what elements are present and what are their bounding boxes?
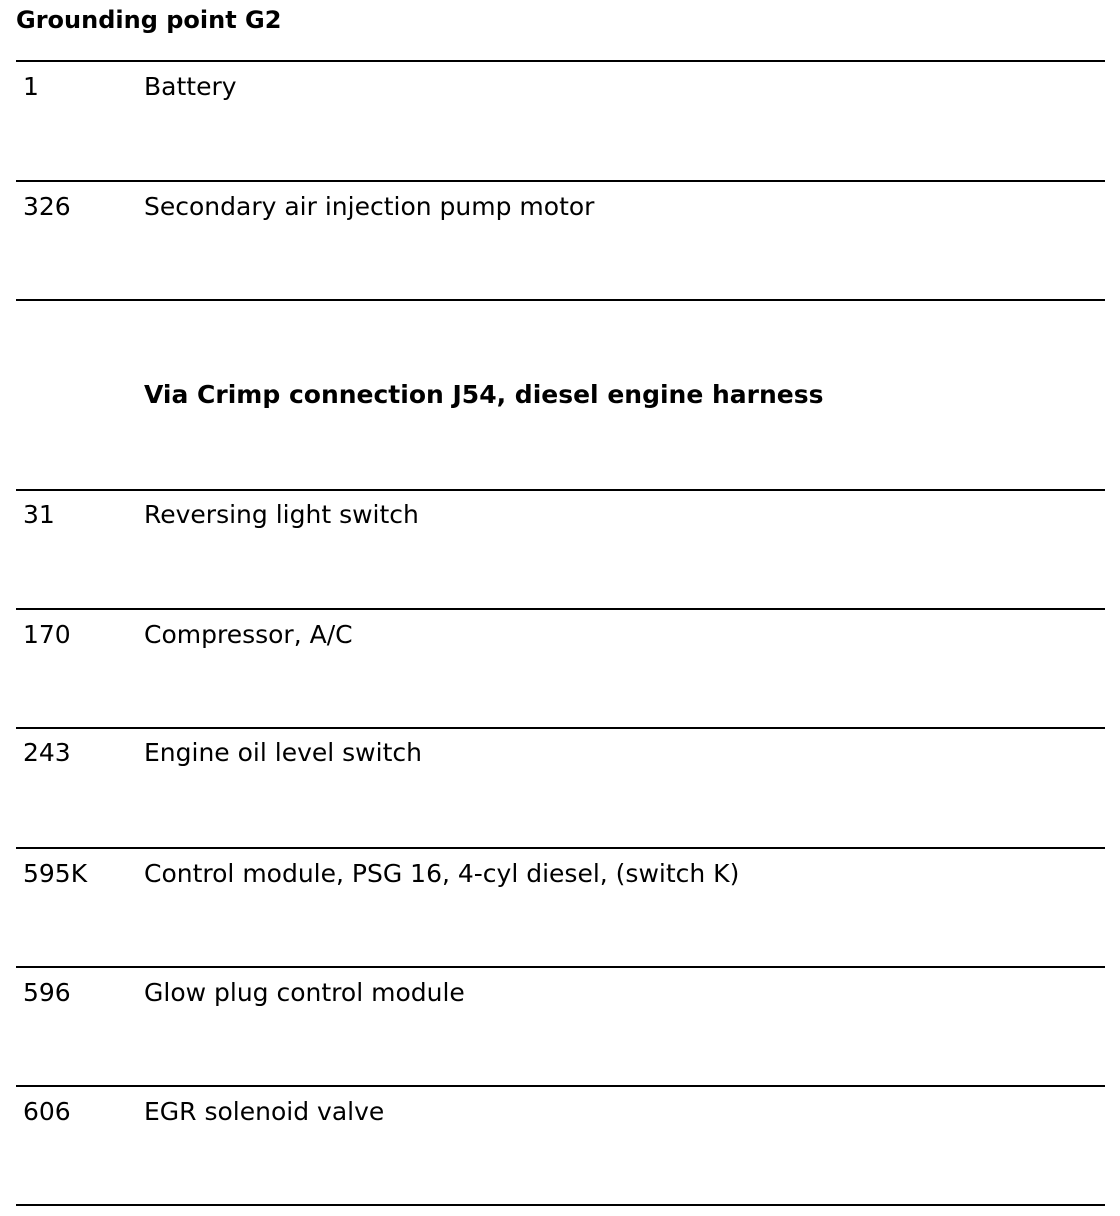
- divider-line: [16, 847, 1105, 849]
- component-code: 243: [23, 738, 71, 767]
- component-description: Battery: [144, 72, 237, 101]
- divider-line: [16, 1085, 1105, 1087]
- component-code: 1: [23, 72, 39, 101]
- component-code: 595K: [23, 859, 88, 888]
- divider-line: [16, 180, 1105, 182]
- component-description: Glow plug control module: [144, 978, 465, 1007]
- component-code: 596: [23, 978, 71, 1007]
- component-description: Control module, PSG 16, 4-cyl diesel, (switch K): [144, 859, 740, 888]
- component-code: 606: [23, 1097, 71, 1126]
- component-description: EGR solenoid valve: [144, 1097, 385, 1126]
- component-description: Reversing light switch: [144, 500, 419, 529]
- component-description: Compressor, A/C: [144, 620, 353, 649]
- component-description: Engine oil level switch: [144, 738, 422, 767]
- divider-line: [16, 299, 1105, 301]
- divider-line: [16, 60, 1105, 62]
- component-code: 31: [23, 500, 55, 529]
- section-subheading: Via Crimp connection J54, diesel engine harness: [144, 380, 824, 409]
- divider-line: [16, 1204, 1105, 1206]
- component-code: 170: [23, 620, 71, 649]
- component-description: Secondary air injection pump motor: [144, 192, 595, 221]
- component-code: 326: [23, 192, 71, 221]
- divider-line: [16, 489, 1105, 491]
- divider-line: [16, 727, 1105, 729]
- document-title: Grounding point G2: [16, 6, 282, 34]
- divider-line: [16, 608, 1105, 610]
- divider-line: [16, 966, 1105, 968]
